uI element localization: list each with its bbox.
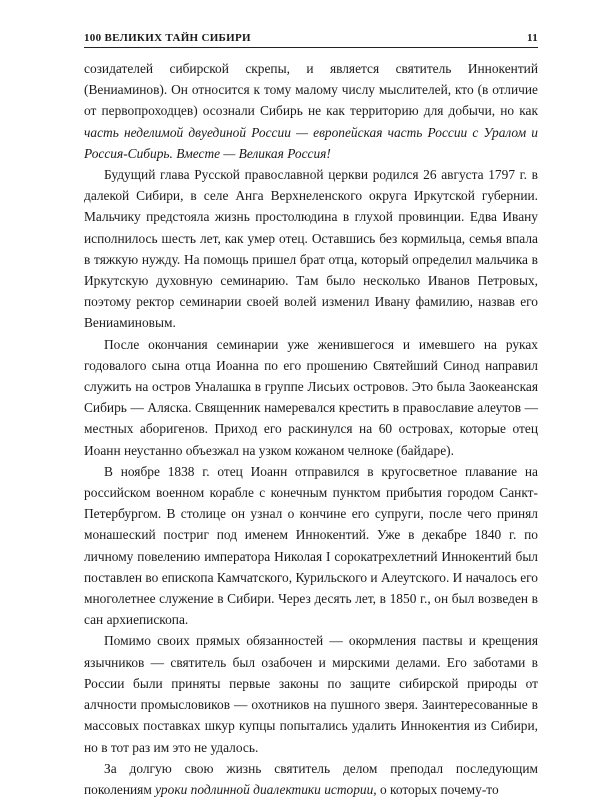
paragraph: Будущий глава Русской православной церкви родился 26 августа 1797 г. в далекой Сибири, в селе Анга Верхнеленского округа Иркутской губернии. Мальчику предстояла жизнь простолюдина в глухой провинции. Едва Ивану исполнилось шесть лет, как умер отец. Оставшись без кормильца, семья впала в тяжкую нужду. На помощь пришел брат отца, который определил мальчика в Иркутскую духовную семинарию. Там было несколько Иванов Петровых, поэтому ректор семинарии своей волей изменил Ивану фамилию, назвав его Вениаминовым. <box>84 167 538 331</box>
book-title: 100 ВЕЛИКИХ ТАЙН СИБИРИ <box>84 32 251 44</box>
book-page <box>84 32 538 800</box>
text-run: , о которых почему-то <box>373 781 499 797</box>
paragraph: Помимо своих прямых обязанностей — окормления паствы и крещения язычников — святитель был озабочен и мирскими делами. Его заботами в России были приняты первые законы по защите сибирской природы от алчности промысловиков — охотников на пушного зверя. Заинтересованные в массовых поставках шкур купцы попытались удалить Иннокентия из Сибири, но в тот раз им это не удалось. <box>84 633 538 755</box>
paragraph <box>84 758 538 800</box>
italic-text-run: часть неделимой двуединой России — европейская часть России с Уралом и Россия-Сибирь. Вместе — Великая Россия! <box>84 124 538 161</box>
paragraph <box>84 58 538 164</box>
page-number: 11 <box>527 32 538 44</box>
body-text <box>84 58 538 800</box>
paragraph: В ноябре 1838 г. отец Иоанн отправился в кругосветное плавание на российском военном корабле с конечным пунктом прибытия городом Санкт-Петербургом. В столице он узнал о кончине его супруги, после чего принял монашеский постриг под именем Иннокентий. Уже в декабре 1840 г. по личному повелению императора Николая I сорокатрехлетний Иннокентий был поставлен во епископа Камчатского, Курильского и Алеутского. И началось его многолетнее служение в Сибири. Через десять лет, в 1850 г., он был возведен в сан архиепископа. <box>84 463 538 628</box>
text-run: За долгую свою жизнь святитель делом преподал последующим поколениям <box>84 760 538 797</box>
running-head <box>84 32 538 48</box>
italic-text-run: уроки подлинной диалектики истории <box>155 781 374 797</box>
text-run: созидателей сибирской скрепы, и является святитель Иннокентий (Вениаминов). Он относится к тому малому числу мыслителей, кто (в отличие от первопроходцев) осознали Сибирь не как территорию для добычи, но как <box>84 61 538 119</box>
paragraph: После окончания семинарии уже женившегося и имевшего на руках годовалого сына отца Иоанна по его прошению Святейший Синод направил служить на остров Уналашка в группе Лисьих островов. Это была Заокеанская Сибирь — Аляска. Священник намеревался крестить в православие алеутов — местных аборигенов. Приход его раскинулся на 60 островах, которые отец Иоанн неустанно объезжал на узком кожаном челноке (байдаре). <box>84 336 538 458</box>
